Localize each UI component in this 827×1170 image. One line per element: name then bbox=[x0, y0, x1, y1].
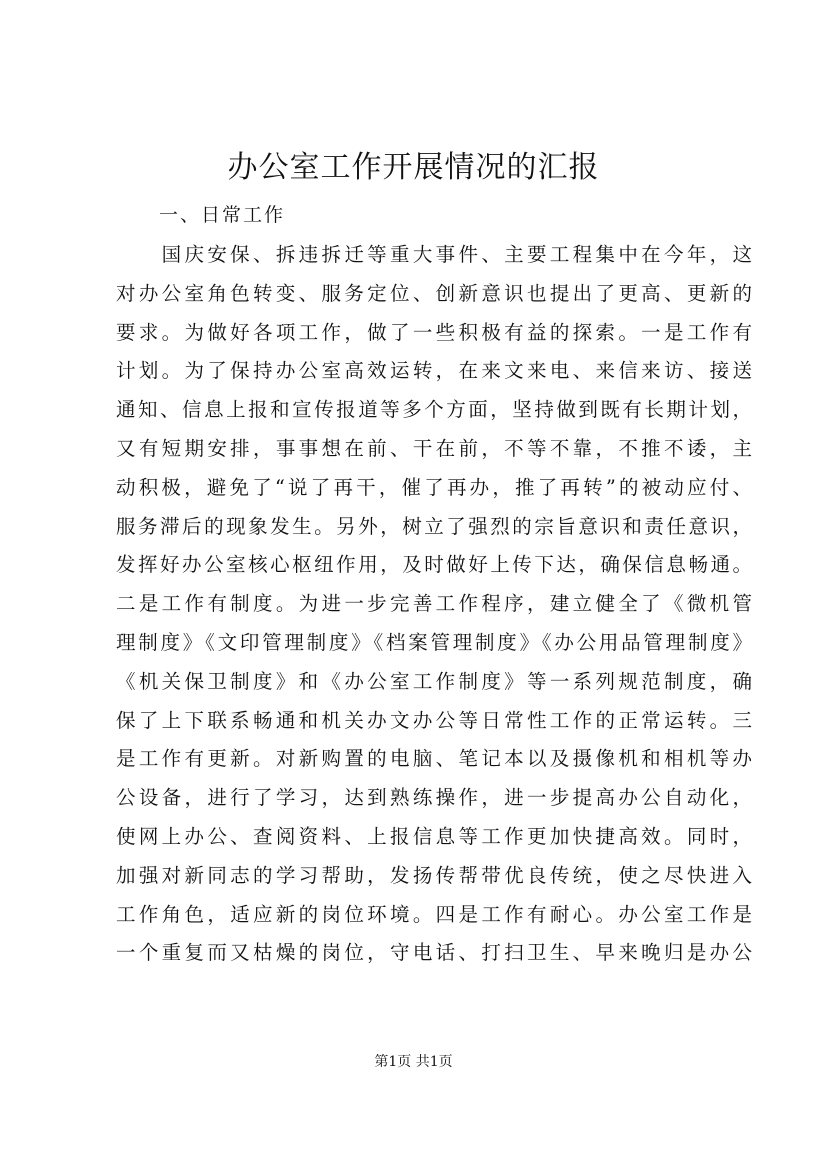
body-line: 保了上下联系畅通和机关办文办公等日常性工作的正常运转。三 bbox=[116, 708, 752, 732]
body-line: 加强对新同志的学习帮助，发扬传帮带优良传统，使之尽快进入 bbox=[116, 863, 752, 887]
body-line: 工作角色，适应新的岗位环境。四是工作有耐心。办公室工作是 bbox=[116, 902, 752, 926]
body-line: 一个重复而又枯燥的岗位，守电话、打扫卫生、早来晚归是办公 bbox=[116, 941, 752, 965]
body-paragraph bbox=[116, 236, 752, 973]
body-line: 计划。为了保持办公室高效运转，在来文来电、来信来访、接送 bbox=[116, 359, 752, 383]
body-line: 又有短期安排，事事想在前、干在前，不等不靠，不推不诿，主 bbox=[116, 436, 752, 460]
body-line: 要求。为做好各项工作，做了一些积极有益的探索。一是工作有 bbox=[116, 320, 752, 344]
body-line: 对办公室角色转变、服务定位、创新意识也提出了更高、更新的 bbox=[116, 281, 752, 305]
body-line: 二是工作有制度。为进一步完善工作程序，建立健全了《微机管 bbox=[116, 592, 752, 616]
section-heading: 一、日常工作 bbox=[159, 204, 286, 226]
body-line: 通知、信息上报和宣传报道等多个方面，坚持做到既有长期计划， bbox=[116, 398, 752, 422]
body-line: 发挥好办公室核心枢纽作用，及时做好上传下达，确保信息畅通。 bbox=[116, 553, 752, 577]
document-title: 办公室工作开展情况的汇报 bbox=[227, 150, 600, 185]
body-line: 服务滞后的现象发生。另外，树立了强烈的宗旨意识和责任意识， bbox=[116, 514, 752, 538]
body-line: 国庆安保、拆违拆迁等重大事件、主要工程集中在今年，这 bbox=[116, 243, 752, 266]
body-line: 是工作有更新。对新购置的电脑、笔记本以及摄像机和相机等办 bbox=[116, 747, 752, 771]
body-line: 理制度》《文印管理制度》《档案管理制度》《办公用品管理制度》 bbox=[116, 630, 752, 654]
page-number-footer: 第1页 共1页 bbox=[374, 1054, 453, 1070]
body-line: 《机关保卫制度》和《办公室工作制度》等一系列规范制度，确 bbox=[116, 669, 752, 693]
body-line: 动积极，避免了“说了再干，催了再办，推了再转”的被动应付、 bbox=[116, 475, 752, 499]
body-line: 使网上办公、查阅资料、上报信息等工作更加快捷高效。同时， bbox=[116, 824, 752, 848]
body-line: 公设备，进行了学习，达到熟练操作，进一步提高办公自动化， bbox=[116, 786, 752, 810]
